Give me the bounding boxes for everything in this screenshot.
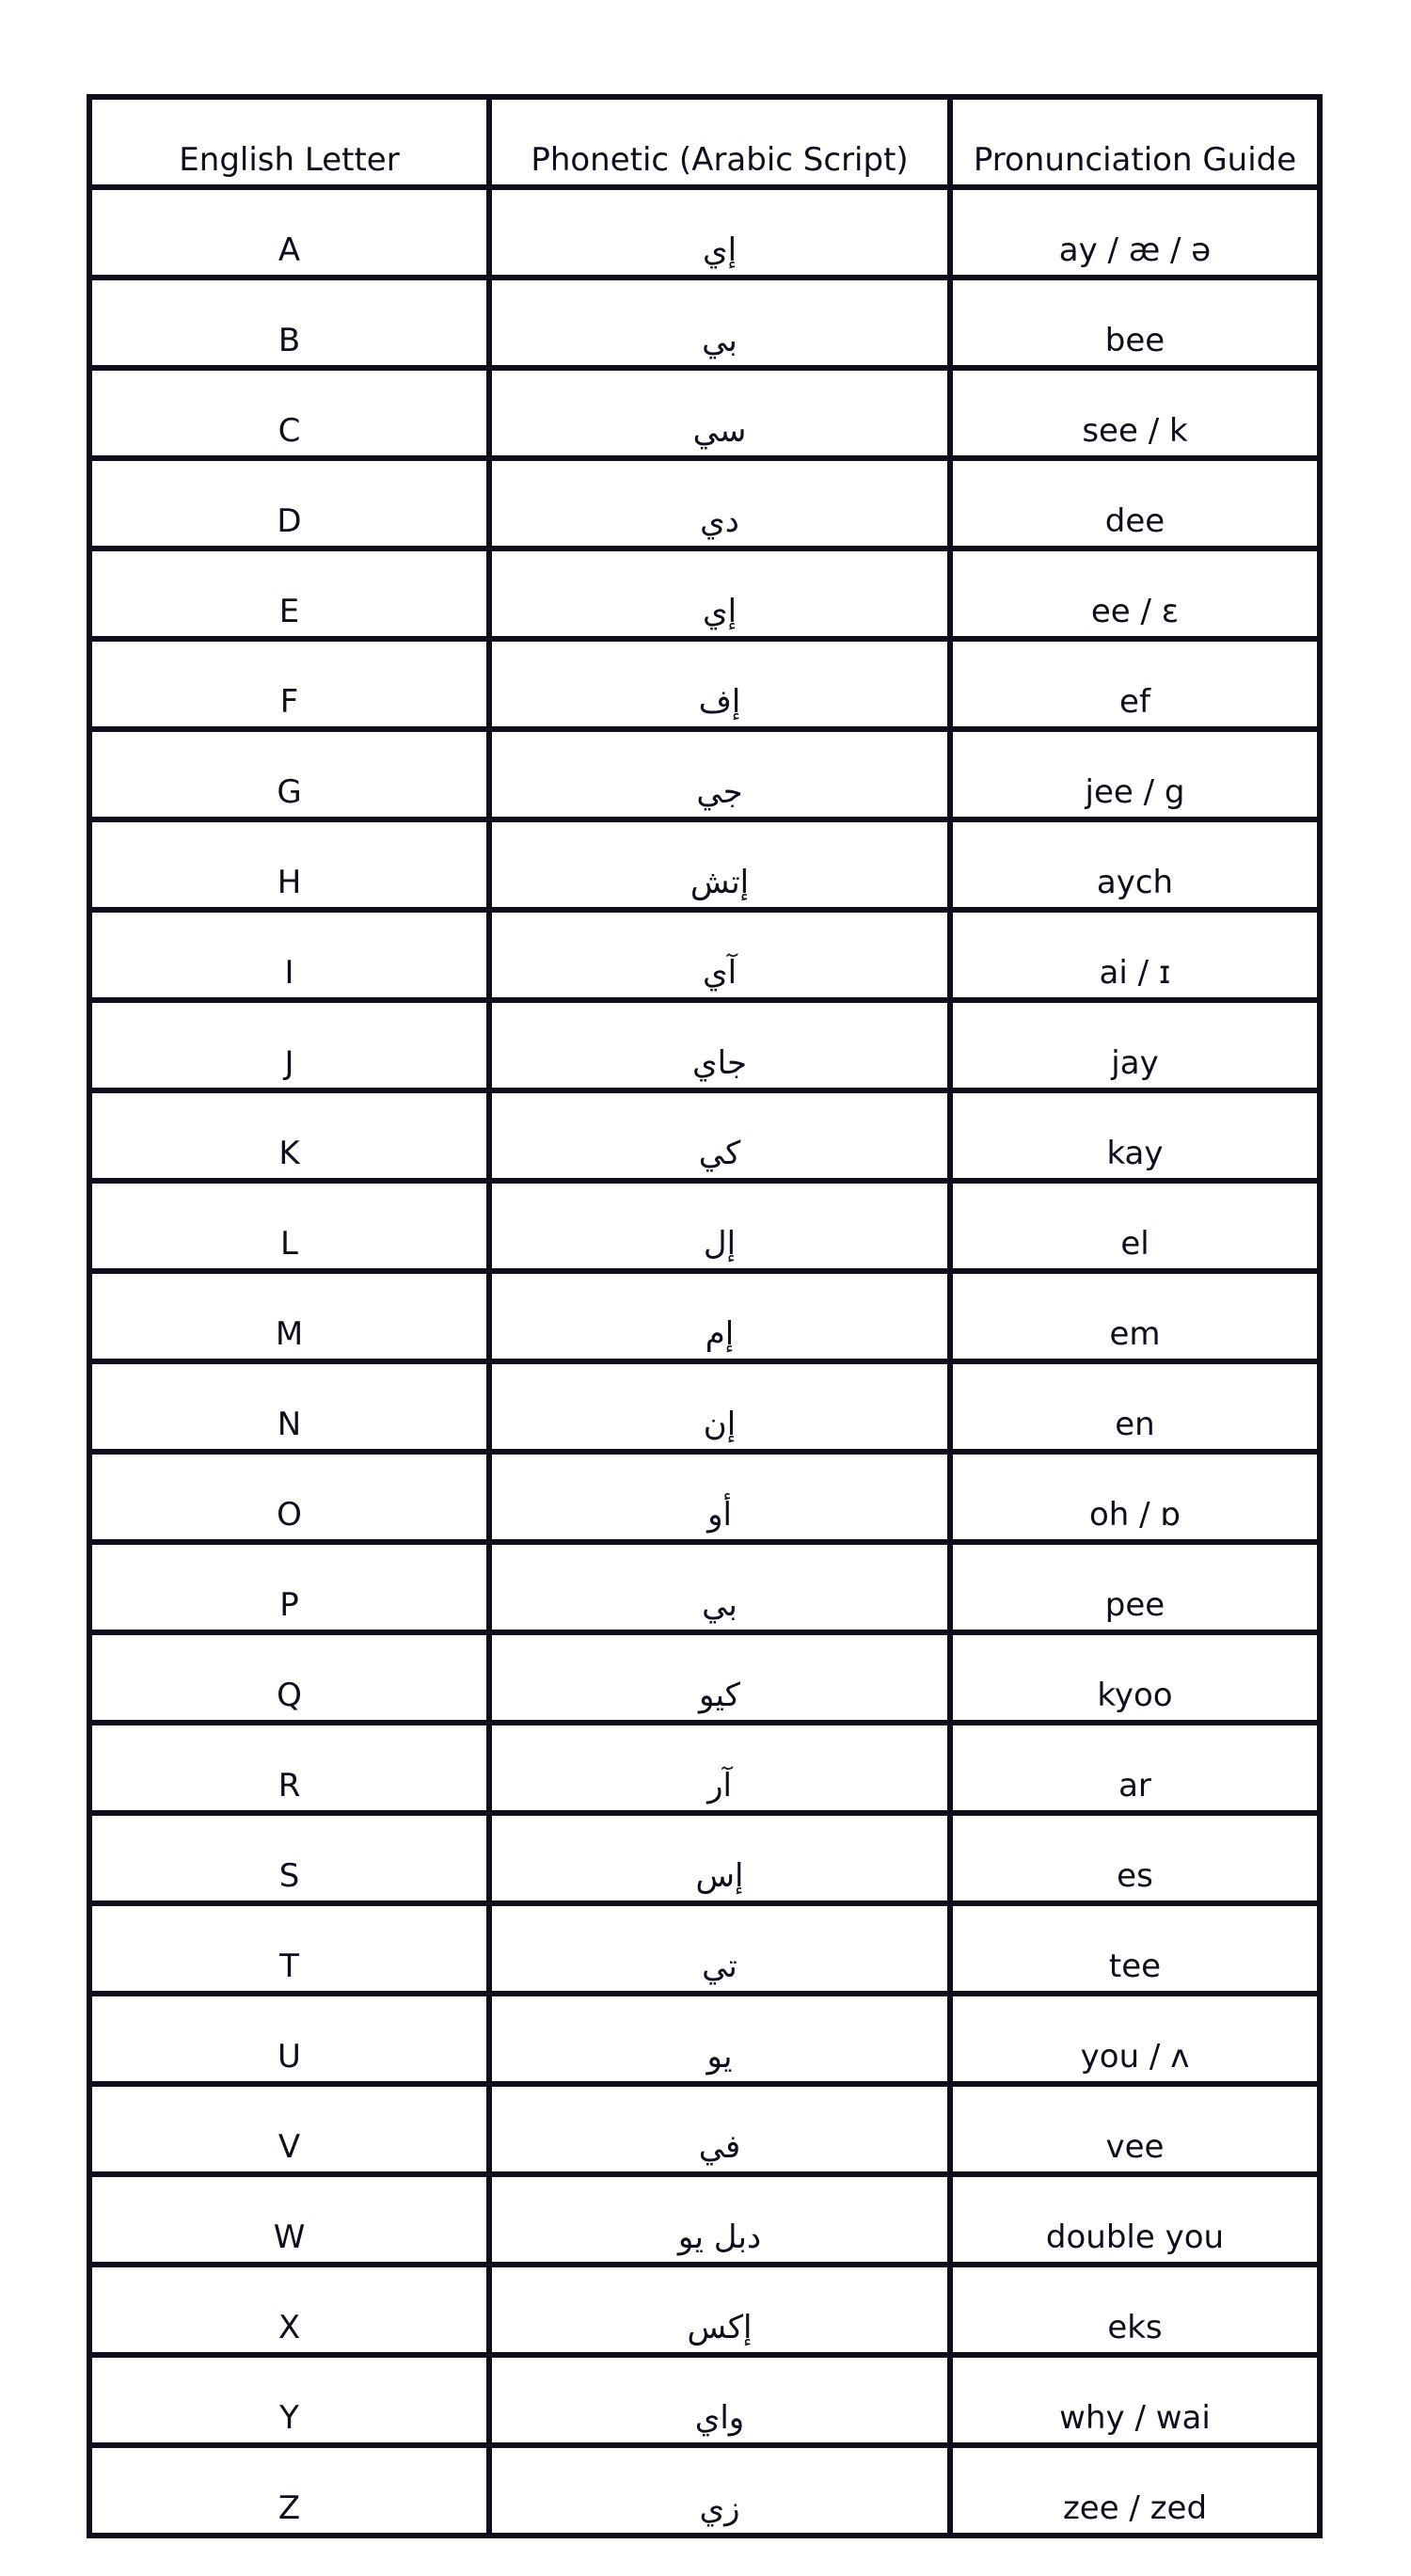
letter-cell: S: [89, 1813, 489, 1903]
letter-cell: Q: [89, 1632, 489, 1723]
table-row: [89, 1903, 1320, 1994]
arabic-phonetic-cell: إم: [489, 1271, 950, 1361]
letter-cell: R: [89, 1723, 489, 1813]
table-row: [89, 2265, 1320, 2355]
letter-cell: X: [89, 2265, 489, 2355]
pronunciation-cell: why / wai: [950, 2355, 1320, 2445]
pronunciation-cell: pee: [950, 1542, 1320, 1632]
letter-cell: V: [89, 2084, 489, 2174]
arabic-phonetic-cell: بي: [489, 1542, 950, 1632]
table-row: [89, 278, 1320, 368]
letter-cell: H: [89, 819, 489, 910]
letter-cell: Y: [89, 2355, 489, 2445]
arabic-phonetic-cell: في: [489, 2084, 950, 2174]
table-row: [89, 1542, 1320, 1632]
pronunciation-cell: ee / ɛ: [950, 549, 1320, 639]
pronunciation-cell: see / k: [950, 368, 1320, 458]
table-row: [89, 187, 1320, 278]
pronunciation-cell: kay: [950, 1090, 1320, 1181]
arabic-phonetic-cell: إتش: [489, 819, 950, 910]
arabic-phonetic-cell: إف: [489, 639, 950, 729]
letter-cell: U: [89, 1994, 489, 2084]
arabic-phonetic-cell: كي: [489, 1090, 950, 1181]
arabic-phonetic-cell: إي: [489, 549, 950, 639]
table-row: [89, 1361, 1320, 1452]
arabic-phonetic-cell: سي: [489, 368, 950, 458]
table-body: [89, 187, 1320, 2536]
table-row: [89, 458, 1320, 549]
table-row: [89, 910, 1320, 1000]
letter-cell: L: [89, 1181, 489, 1271]
table-row: [89, 2084, 1320, 2174]
pronunciation-cell: vee: [950, 2084, 1320, 2174]
letter-cell: O: [89, 1452, 489, 1542]
letter-cell: K: [89, 1090, 489, 1181]
letter-cell: F: [89, 639, 489, 729]
table-row: [89, 1181, 1320, 1271]
letter-cell: M: [89, 1271, 489, 1361]
letter-cell: W: [89, 2174, 489, 2265]
table-row: [89, 2445, 1320, 2536]
arabic-phonetic-cell: كيو: [489, 1632, 950, 1723]
arabic-phonetic-cell: دي: [489, 458, 950, 549]
letter-cell: T: [89, 1903, 489, 1994]
alphabet-sheet: [87, 94, 1317, 2538]
table-row: [89, 549, 1320, 639]
arabic-phonetic-cell: إن: [489, 1361, 950, 1452]
table-row: [89, 1452, 1320, 1542]
arabic-phonetic-cell: جي: [489, 729, 950, 819]
arabic-phonetic-cell: إي: [489, 187, 950, 278]
table-row: [89, 1723, 1320, 1813]
letter-cell: G: [89, 729, 489, 819]
pronunciation-cell: jay: [950, 1000, 1320, 1090]
pronunciation-cell: ay / æ / ə: [950, 187, 1320, 278]
table-row: [89, 639, 1320, 729]
arabic-phonetic-cell: جاي: [489, 1000, 950, 1090]
table-row: [89, 729, 1320, 819]
letter-cell: N: [89, 1361, 489, 1452]
pronunciation-cell: oh / ɒ: [950, 1452, 1320, 1542]
arabic-phonetic-cell: تي: [489, 1903, 950, 1994]
pronunciation-cell: jee / g: [950, 729, 1320, 819]
arabic-phonetic-cell: آر: [489, 1723, 950, 1813]
letter-cell: A: [89, 187, 489, 278]
table-row: [89, 819, 1320, 910]
arabic-phonetic-cell: أو: [489, 1452, 950, 1542]
arabic-phonetic-cell: آي: [489, 910, 950, 1000]
table-row: [89, 1994, 1320, 2084]
pronunciation-cell: aych: [950, 819, 1320, 910]
table-row: [89, 368, 1320, 458]
pronunciation-cell: ef: [950, 639, 1320, 729]
pronunciation-cell: tee: [950, 1903, 1320, 1994]
alphabet-table: [87, 94, 1323, 2538]
pronunciation-cell: en: [950, 1361, 1320, 1452]
table-row: [89, 1000, 1320, 1090]
letter-cell: J: [89, 1000, 489, 1090]
table-row: [89, 2355, 1320, 2445]
pronunciation-cell: eks: [950, 2265, 1320, 2355]
table-row: [89, 1632, 1320, 1723]
pronunciation-cell: es: [950, 1813, 1320, 1903]
pronunciation-cell: ar: [950, 1723, 1320, 1813]
letter-cell: I: [89, 910, 489, 1000]
pronunciation-cell: kyoo: [950, 1632, 1320, 1723]
table-row: [89, 1813, 1320, 1903]
letter-cell: E: [89, 549, 489, 639]
letter-cell: B: [89, 278, 489, 368]
arabic-phonetic-cell: إس: [489, 1813, 950, 1903]
arabic-phonetic-cell: إل: [489, 1181, 950, 1271]
header-row: [89, 97, 1320, 187]
table-row: [89, 1090, 1320, 1181]
table-row: [89, 2174, 1320, 2265]
pronunciation-cell: you / ʌ: [950, 1994, 1320, 2084]
arabic-phonetic-cell: زي: [489, 2445, 950, 2536]
letter-cell: D: [89, 458, 489, 549]
pronunciation-cell: dee: [950, 458, 1320, 549]
pronunciation-cell: el: [950, 1181, 1320, 1271]
arabic-phonetic-cell: دبل يو: [489, 2174, 950, 2265]
pronunciation-cell: ai / ɪ: [950, 910, 1320, 1000]
letter-cell: C: [89, 368, 489, 458]
table-row: [89, 1271, 1320, 1361]
header-pronunciation-guide: Pronunciation Guide: [950, 97, 1320, 187]
arabic-phonetic-cell: إكس: [489, 2265, 950, 2355]
arabic-phonetic-cell: بي: [489, 278, 950, 368]
letter-cell: Z: [89, 2445, 489, 2536]
pronunciation-cell: zee / zed: [950, 2445, 1320, 2536]
header-phonetic-arabic: Phonetic (Arabic Script): [489, 97, 950, 187]
pronunciation-cell: bee: [950, 278, 1320, 368]
letter-cell: P: [89, 1542, 489, 1632]
pronunciation-cell: double you: [950, 2174, 1320, 2265]
pronunciation-cell: em: [950, 1271, 1320, 1361]
arabic-phonetic-cell: واي: [489, 2355, 950, 2445]
header-english-letter: English Letter: [89, 97, 489, 187]
arabic-phonetic-cell: يو: [489, 1994, 950, 2084]
